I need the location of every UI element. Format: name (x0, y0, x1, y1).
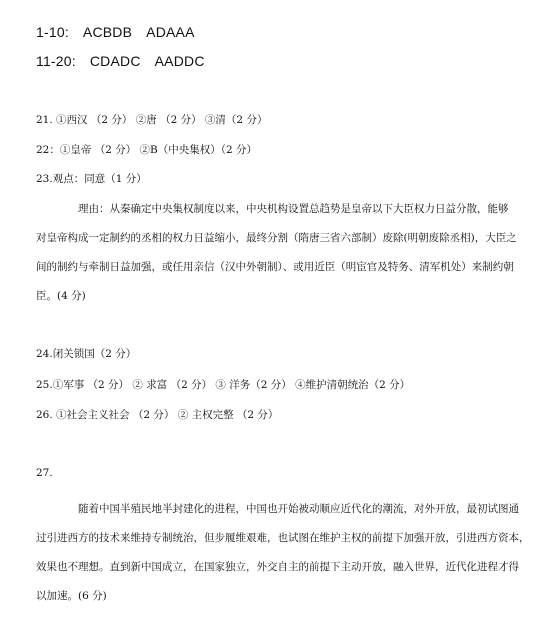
answer-q27-body (36, 495, 530, 611)
paragraph-line: 以加速。(6 分) (36, 590, 107, 602)
mc-range-label: 1-10: (36, 24, 69, 40)
answer-q21: 21. ①西汉 （2 分） ②唐 （2 分） ③清（2 分） (36, 114, 268, 126)
mc-range-label: 11-20: (36, 53, 76, 69)
paragraph-line: 理由：从秦确定中央集权制度以来，中央机构设置总趋势是皇帝以下大臣权力日益分散，能够 (78, 203, 509, 215)
answer-q22: 22：①皇帝 （2 分） ②B（中央集权）（2 分） (36, 144, 258, 156)
answer-q23-reason (36, 195, 517, 311)
paragraph-line: 间的制约与牵制日益加强，或任用亲信（汉中外朝制）、或用近臣（明宦官及特务、清军机处）来制约朝 (36, 261, 514, 273)
mc-answers: ADAAA (146, 24, 195, 40)
paragraph-line: 随着中国半殖民地半封建化的进程，中国也开始被动顺应近代化的潮流，对外开放，最初试图通 (78, 503, 519, 515)
answer-q27-heading: 27. (36, 467, 53, 479)
answer-q23-heading: 23.观点：同意（1 分） (36, 173, 147, 185)
answer-q26: 26. ①社会主义社会 （2 分） ② 主权完整 （2 分） (36, 409, 279, 421)
mc-answers-row-1 (36, 23, 195, 41)
paragraph-line: 臣。(4 分) (36, 290, 86, 302)
mc-answers: AADDC (154, 53, 205, 69)
answer-q25: 25.①军事 （2 分） ② 求富 （2 分） ③ 洋务（2 分） ④维护清朝统治（2 分） (36, 379, 411, 391)
paragraph-line: 过引进西方的技术来维持专制统治，但步履维艰难，也试图在维护主权的前提下加强开放，引进西方资本， (36, 532, 530, 544)
answer-q24: 24.闭关锁国（2 分） (36, 348, 137, 360)
mc-answers-row-2 (36, 52, 205, 70)
paragraph-line: 对皇帝构成一定制约的丞相的权力日益缩小，最终分割（隋唐三省六部制）废除(明朝废除丞相)，大臣之 (36, 232, 517, 244)
mc-answers: CDADC (89, 53, 141, 69)
mc-answers: ACBDB (82, 24, 133, 40)
paragraph-line: 效果也不理想。直到新中国成立，在国家独立，外交自主的前提下主动开放，融入世界，近代化进程才得 (36, 561, 519, 573)
